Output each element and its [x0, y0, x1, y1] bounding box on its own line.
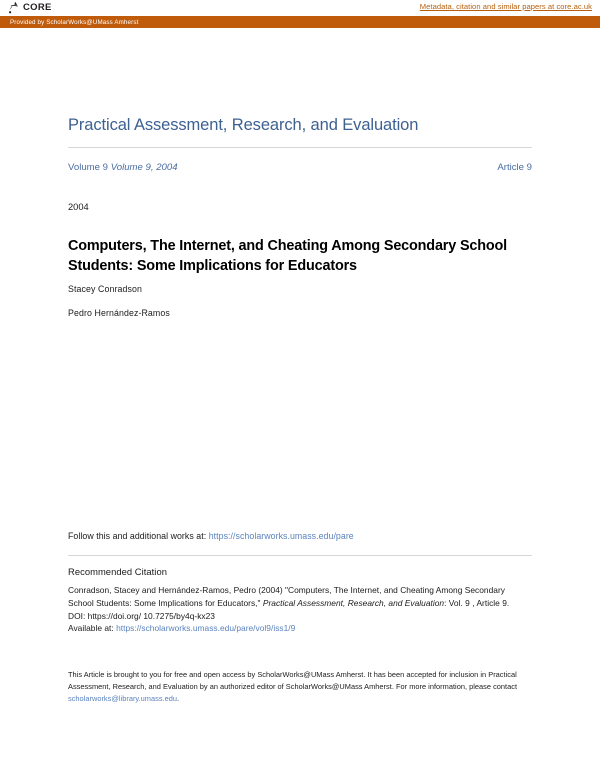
access-statement-period: . [177, 693, 180, 703]
journal-title: Practical Assessment, Research, and Evaluation [68, 116, 419, 134]
publication-year: 2004 [68, 202, 89, 212]
citation-doi: DOI: https://doi.org/ 10.7275/by4q-kx23 [68, 610, 215, 621]
author-name: Stacey Conradson [68, 284, 142, 294]
core-logo[interactable] [8, 1, 52, 15]
recommended-citation-body [68, 584, 532, 635]
article-number-label: Article 9 [497, 162, 532, 173]
divider-top [68, 147, 532, 148]
volume-issue-label: Volume 9, 2004 [110, 162, 178, 173]
citation-available-line [68, 622, 532, 635]
volume-label: Volume 9 [68, 162, 109, 173]
follow-works-prefix: Follow this and additional works at: [68, 531, 207, 541]
core-arrow-logo-icon [8, 1, 21, 15]
cover-sheet [0, 28, 600, 776]
core-logo-text: CORE [23, 2, 52, 14]
citation-available-label: Available at: [68, 623, 114, 634]
core-provided-bar [0, 16, 600, 28]
core-provided-by-text: Provided by ScholarWorks@UMass Amherst [10, 18, 139, 26]
divider-citation [68, 555, 532, 556]
contact-email-link[interactable]: scholarworks@library.umass.edu [68, 693, 178, 703]
follow-works-line [68, 531, 354, 541]
citation-text: Conradson, Stacey and Hernández-Ramos, Pedro (2004) "Computers, The Internet, and Cheating Among Secondary School Students: Some Implications for Educators," [68, 585, 505, 608]
citation-journal-name: Practical Assessment, Research, and Evaluation [262, 597, 445, 608]
volume-row [68, 162, 532, 173]
page-title: Computers, The Internet, and Cheating Among Secondary School Students: Some Implications for Educators [68, 237, 508, 275]
core-metadata-link[interactable]: Metadata, citation and similar papers at core.ac.uk [419, 2, 592, 11]
citation-available-link[interactable]: https://scholarworks.umass.edu/pare/vol9/iss1/9 [116, 623, 296, 634]
volume-info [68, 162, 178, 173]
recommended-citation-heading: Recommended Citation [68, 566, 167, 577]
core-banner [0, 0, 600, 28]
access-statement [68, 669, 528, 705]
author-name: Pedro Hernández-Ramos [68, 308, 170, 318]
follow-works-link[interactable]: https://scholarworks.umass.edu/pare [208, 531, 354, 541]
access-statement-text: This Article is brought to you for free and open access by ScholarWorks@UMass Amherst. It has been accepted for inclusion in Practical Assessment, Research, and Evaluation by an authorized editor of ScholarWorks@UMass Amherst. For more information, please contact [68, 670, 518, 691]
core-banner-top [0, 0, 600, 16]
citation-volume-article: : Vol. 9 , Article 9. [444, 597, 510, 608]
